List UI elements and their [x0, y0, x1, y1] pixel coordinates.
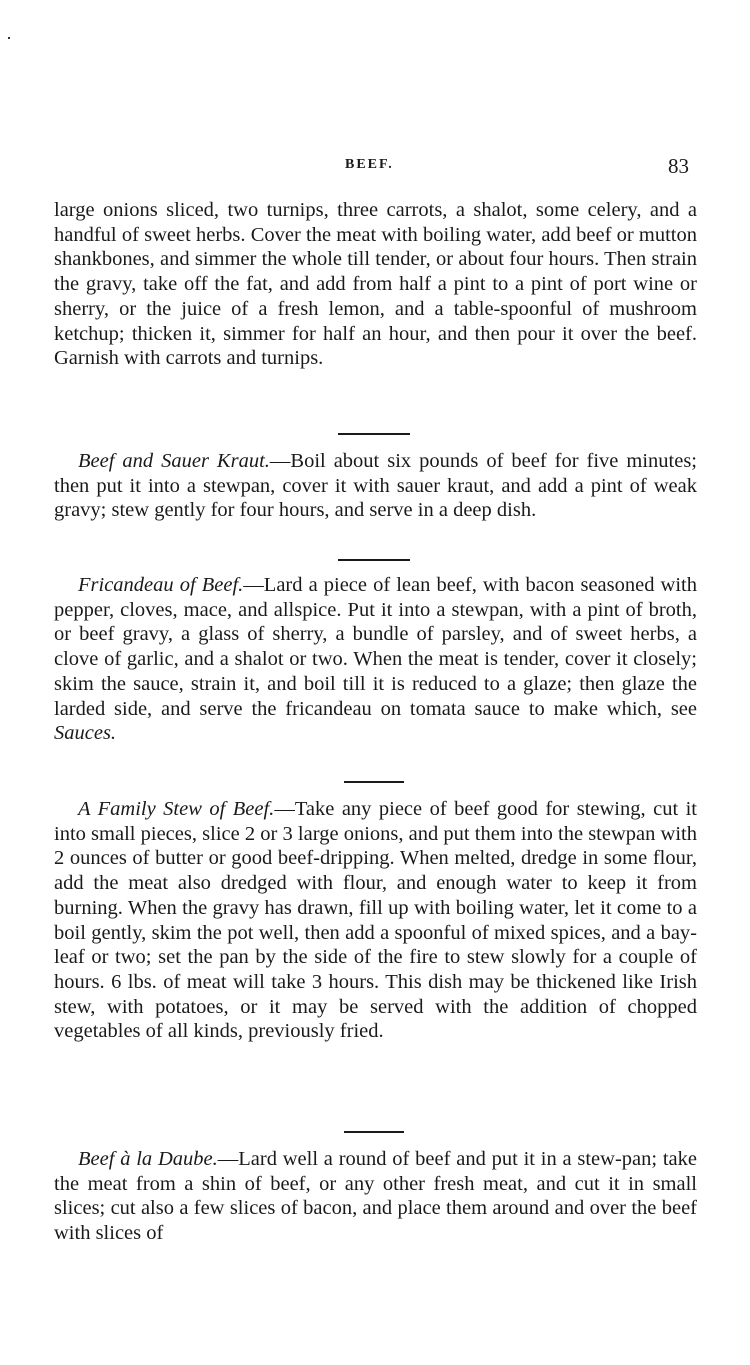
recipe-fricandeau-of-beef — [54, 573, 697, 746]
page-number: 83 — [668, 154, 689, 178]
running-head — [0, 154, 750, 181]
recipe-title: Fricandeau of Beef. — [78, 574, 244, 596]
paragraph-text: large onions sliced, two turnips, three carrots, a shalot, some celery, and a handful of sweet herbs. Cover the meat with boiling water, add beef or mutton shankbones, and simmer the whole till tender, or about four hours. Then strain the gravy, take off the fat, and add from half a pint to a pint of port wine or sherry, or the juice of a fresh lemon, and a table-spoonful of mushroom ketchup; thicken it, simmer for half an hour, and then pour it over the beef. Garnish with carrots and turnips. — [54, 199, 697, 370]
recipe-title: Beef à la Daube. — [78, 1148, 218, 1170]
recipe-text: —Boil about six pounds of beef for five minutes; then put it into a stewpan, cover it with sauer kraut, and add a pint of weak gravy; stew gently for four hours, and serve in a deep dish. — [54, 450, 697, 522]
section-divider — [344, 1131, 404, 1133]
recipe-text: —Lard a piece of lean beef, with bacon seasoned with pepper, cloves, mace, and allspice. Put it into a stewpan, with a pint of broth, or beef gravy, a glass of sherry, a bundle of parsley, and of sweet herbs, a clove of garlic, and a shalot or two. When the meat is tender, cover it closely; skim the sauce, strain it, and boil till it is reduced to a glaze; then glaze the larded side, and serve the fricandeau on tomata sauce to make which, see — [54, 574, 697, 720]
cross-reference: Sauces. — [54, 722, 117, 745]
recipe-family-stew-of-beef — [54, 797, 697, 1044]
running-title: BEEF. — [345, 157, 394, 172]
recipe-beef-sauer-kraut — [54, 449, 697, 523]
section-divider — [344, 781, 404, 783]
recipe-paragraph-continuation — [54, 198, 697, 371]
recipe-title: Beef and Sauer Kraut. — [78, 450, 270, 472]
stray-ink-mark — [8, 37, 10, 39]
section-divider — [338, 559, 410, 561]
recipe-beef-a-la-daube — [54, 1147, 697, 1246]
recipe-text: —Take any piece of beef good for stewing, cut it into small pieces, slice 2 or 3 large onions, and put them into the stewpan with 2 ounces of butter or good beef-dripping. When melted, dredge in some flour, add the meat also dredged with flour, and enough water to keep it from burning. When the gravy has drawn, fill up with boiling water, let it come to a boil gently, skim the pot well, then add a spoonful of mixed spices, and a bay-leaf or two; set the pan by the side of the fire to stew slowly for a couple of hours. 6 lbs. of meat will take 3 hours. This dish may be thickened like Irish stew, with potatoes, or it may be served with the addition of chopped vegetables of all kinds, previously fried. — [54, 798, 697, 1043]
recipe-title: A Family Stew of Beef. — [78, 798, 275, 820]
recipe-text: —Lard well a round of beef and put it in a stew-pan; take the meat from a shin of beef, or any other fresh meat, and cut it in small slices; cut also a few slices of bacon, and place them around and over the beef with slices of — [54, 1148, 698, 1245]
section-divider — [338, 433, 410, 435]
